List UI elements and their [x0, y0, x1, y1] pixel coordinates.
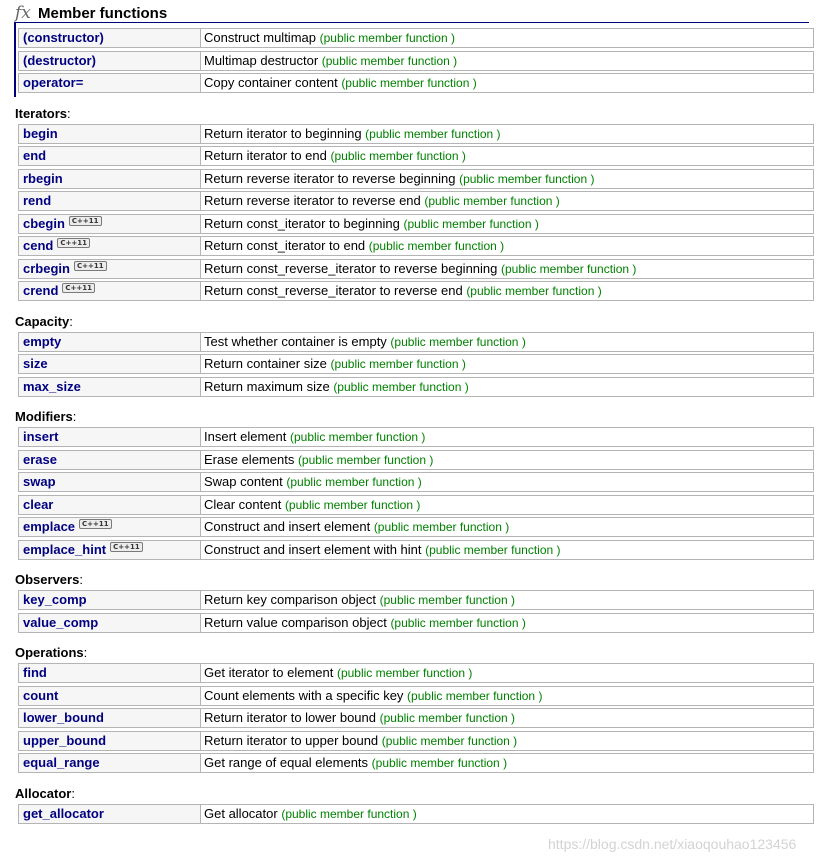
- member-description: [204, 733, 517, 749]
- description-text: Return value comparison object: [204, 614, 391, 630]
- member-kind: (public member function ): [379, 593, 515, 607]
- member-name-link[interactable]: [23, 261, 107, 277]
- member-name-cell: [19, 496, 201, 514]
- table-row: [18, 663, 814, 683]
- member-name-link[interactable]: [23, 171, 63, 187]
- group-title: Iterators:: [15, 105, 71, 121]
- member-name-text: crbegin: [23, 260, 70, 276]
- member-kind: (public member function ): [333, 379, 469, 394]
- table-row: [18, 51, 814, 71]
- description-text: Return iterator to lower bound: [204, 710, 380, 725]
- member-name-link[interactable]: [23, 542, 143, 558]
- table-row: [18, 73, 814, 93]
- cpp11-badge: C++11: [110, 542, 143, 552]
- member-description: [204, 429, 425, 445]
- member-description: [204, 356, 466, 372]
- member-name-cell: [19, 805, 201, 823]
- member-name-text: upper_bound: [23, 732, 107, 748]
- member-name-cell: [19, 282, 201, 300]
- description-text: Construct multimap: [204, 30, 320, 45]
- member-kind: (public member function ): [330, 357, 466, 371]
- member-description: [204, 710, 515, 726]
- description-text: Construct and insert element with hint: [204, 541, 426, 557]
- member-name-link[interactable]: [23, 75, 83, 91]
- member-name-link[interactable]: [23, 615, 98, 631]
- member-name-cell: [19, 125, 201, 143]
- table-row: [18, 590, 814, 610]
- table-row: [18, 753, 814, 773]
- member-name-cell: [19, 687, 201, 705]
- group-title: Operations:: [15, 645, 88, 660]
- member-kind: (public member function ): [407, 688, 543, 703]
- group-title-text: Operations: [15, 645, 84, 660]
- member-description: [204, 126, 501, 142]
- description-text: Return reverse iterator to reverse end: [204, 193, 425, 208]
- table-row: [18, 613, 814, 633]
- member-kind: (public member function ): [319, 31, 455, 45]
- member-name-text: (constructor): [23, 30, 104, 45]
- description-text: Return iterator to upper bound: [204, 732, 382, 748]
- member-description: [204, 592, 515, 608]
- member-description: [204, 171, 594, 187]
- cpp11-badge: C++11: [74, 261, 107, 271]
- member-description: [204, 688, 542, 704]
- member-description: [204, 519, 509, 535]
- member-name-link[interactable]: [23, 283, 95, 299]
- member-name-link[interactable]: [23, 806, 104, 822]
- member-description: [204, 53, 457, 69]
- member-description: [204, 474, 422, 490]
- description-text: Erase elements: [204, 451, 298, 467]
- member-description: [204, 755, 507, 771]
- member-kind: (public member function ): [381, 733, 518, 748]
- member-description: [204, 30, 455, 46]
- member-kind: (public member function ): [336, 666, 473, 680]
- description-text: Get allocator: [204, 805, 282, 821]
- member-kind: (public member function ): [330, 149, 466, 163]
- table-row: [18, 124, 814, 144]
- member-name-cell: [19, 451, 201, 469]
- member-name-text: cbegin: [23, 215, 65, 231]
- member-name-text: (destructor): [23, 52, 96, 68]
- member-name-cell: [19, 74, 201, 92]
- member-name-link[interactable]: [23, 710, 104, 726]
- member-name-cell: [19, 147, 201, 165]
- member-name-link[interactable]: [23, 452, 57, 468]
- group-title: Allocator:: [15, 785, 75, 801]
- member-name-text: emplace: [23, 519, 76, 534]
- member-name-link[interactable]: [23, 519, 112, 535]
- member-kind: (public member function ): [466, 284, 602, 298]
- member-name-cell: [19, 192, 201, 210]
- member-kind: (public member function ): [284, 497, 421, 512]
- table-row: [18, 259, 814, 279]
- member-name-link[interactable]: [23, 733, 106, 749]
- member-name-cell: [19, 260, 201, 278]
- member-name-link[interactable]: [23, 429, 58, 445]
- member-name-cell: [19, 378, 201, 396]
- member-description: [204, 334, 526, 350]
- member-kind: (public member function ): [341, 76, 477, 90]
- member-description: [204, 379, 469, 395]
- member-name-cell: [19, 664, 201, 682]
- member-name-cell: [19, 52, 201, 70]
- member-name-text: emplace_hint: [23, 541, 107, 557]
- member-kind: (public member function ): [281, 806, 417, 821]
- member-description: [204, 542, 561, 558]
- member-name-text: lower_bound: [23, 710, 104, 725]
- member-description: [204, 238, 504, 254]
- member-name-link[interactable]: [23, 148, 46, 164]
- member-name-text: rbegin: [23, 170, 63, 186]
- member-name-link[interactable]: [23, 688, 58, 704]
- table-row: [18, 472, 814, 492]
- member-name-link[interactable]: [23, 592, 87, 608]
- group-title: Capacity:: [15, 313, 73, 329]
- member-name-text: empty: [23, 333, 62, 349]
- member-name-link[interactable]: [23, 193, 51, 209]
- description-text: Get range of equal elements: [204, 755, 372, 770]
- member-kind: (public member function ): [424, 194, 560, 208]
- member-name-text: find: [23, 665, 47, 680]
- table-row: [18, 191, 814, 211]
- fx-icon: fx: [15, 3, 31, 23]
- member-description: [204, 497, 420, 513]
- member-name-cell: [19, 754, 201, 772]
- description-text: Clear content: [204, 496, 285, 512]
- member-name-text: crend: [23, 283, 59, 298]
- member-name-link[interactable]: [23, 238, 90, 254]
- member-name-cell: [19, 614, 201, 632]
- table-row: [18, 214, 814, 234]
- member-name-cell: [19, 215, 201, 233]
- member-name-text: operator=: [23, 75, 84, 90]
- member-name-link[interactable]: [23, 497, 53, 513]
- member-kind: (public member function ): [390, 615, 526, 630]
- member-name-cell: [19, 29, 201, 47]
- member-name-text: end: [23, 148, 47, 163]
- description-text: Return const_reverse_iterator to reverse end: [204, 283, 467, 298]
- member-kind: (public member function ): [390, 334, 526, 349]
- member-name-cell: [19, 355, 201, 373]
- member-kind: (public member function ): [321, 53, 458, 68]
- member-name-link[interactable]: [23, 665, 47, 681]
- group-title-text: Observers: [15, 572, 80, 587]
- table-row: [18, 28, 814, 48]
- member-description: [204, 283, 602, 299]
- member-name-link[interactable]: [23, 755, 100, 771]
- member-kind: (public member function ): [403, 216, 539, 231]
- member-description: [204, 806, 417, 822]
- cpp11-badge: C++11: [62, 283, 95, 293]
- member-kind: (public member function ): [501, 261, 637, 276]
- member-description: [204, 75, 477, 91]
- member-kind: (public member function ): [373, 520, 510, 534]
- member-name-text: max_size: [23, 378, 81, 394]
- member-kind: (public member function ): [368, 239, 505, 253]
- member-description: [204, 261, 636, 277]
- member-description: [204, 216, 539, 232]
- group-title: Observers:: [15, 572, 83, 587]
- member-name-cell: [19, 473, 201, 491]
- table-row: [18, 450, 814, 470]
- member-name-cell: [19, 518, 201, 536]
- member-description: [204, 452, 433, 468]
- member-name-text: count: [23, 687, 59, 703]
- member-description: [204, 148, 466, 164]
- member-name-link[interactable]: [23, 356, 48, 372]
- description-text: Return const_iterator to end: [204, 238, 369, 253]
- member-name-text: cend: [23, 238, 54, 253]
- group-title-text: Capacity: [15, 313, 70, 329]
- member-name-text: clear: [23, 496, 54, 512]
- description-text: Return const_iterator to beginning: [204, 215, 404, 231]
- group-title-text: Iterators: [15, 105, 68, 121]
- table-row: [18, 236, 814, 256]
- member-name-cell: [19, 170, 201, 188]
- member-name-text: insert: [23, 429, 59, 444]
- member-name-link[interactable]: [23, 126, 58, 142]
- description-text: Return container size: [204, 356, 331, 371]
- description-text: Return iterator to end: [204, 148, 331, 163]
- member-description: [204, 665, 472, 681]
- member-name-cell: [19, 428, 201, 446]
- description-text: Count elements with a specific key: [204, 687, 408, 703]
- description-text: Return reverse iterator to reverse beginning: [204, 170, 460, 186]
- table-row: [18, 540, 814, 560]
- member-name-link[interactable]: [23, 379, 81, 395]
- member-kind: (public member function ): [459, 171, 595, 186]
- member-name-text: swap: [23, 474, 56, 489]
- member-name-cell: [19, 333, 201, 351]
- member-name-text: begin: [23, 125, 58, 141]
- description-text: Construct and insert element: [204, 519, 374, 534]
- table-row: [18, 804, 814, 824]
- description-text: Multimap destructor: [204, 52, 322, 68]
- table-row: [18, 495, 814, 515]
- group-title-text: Modifiers: [15, 409, 73, 424]
- member-kind: (public member function ): [379, 711, 515, 725]
- member-name-link[interactable]: [23, 334, 61, 350]
- member-name-cell: [19, 732, 201, 750]
- table-row: [18, 708, 814, 728]
- table-row: [18, 427, 814, 447]
- table-row: [18, 377, 814, 397]
- description-text: Insert element: [204, 429, 290, 444]
- group-title-text: Allocator: [15, 785, 72, 801]
- member-name-text: get_allocator: [23, 805, 104, 821]
- watermark: https://blog.csdn.net/xiaoqouhao123456: [548, 836, 797, 852]
- description-text: Return const_reverse_iterator to reverse beginning: [204, 260, 501, 276]
- description-text: Test whether container is empty: [204, 333, 391, 349]
- section-header: [14, 4, 809, 23]
- member-kind: (public member function ): [290, 430, 426, 444]
- member-name-text: key_comp: [23, 592, 87, 607]
- member-kind: (public member function ): [365, 126, 501, 141]
- member-kind: (public member function ): [371, 756, 508, 770]
- member-name-link[interactable]: [23, 216, 102, 232]
- table-row: [18, 146, 814, 166]
- member-name-link[interactable]: [23, 53, 96, 69]
- table-row: [18, 686, 814, 706]
- table-row: [18, 731, 814, 751]
- intro-left-border: [14, 23, 16, 97]
- description-text: Swap content: [204, 474, 287, 489]
- member-name-text: erase: [23, 451, 57, 467]
- description-text: Get iterator to element: [204, 665, 337, 680]
- group-title: Modifiers:: [15, 409, 77, 424]
- member-name-text: value_comp: [23, 614, 99, 630]
- cpp11-badge: C++11: [57, 238, 90, 248]
- member-kind: (public member function ): [297, 452, 434, 467]
- member-name-cell: [19, 237, 201, 255]
- member-name-link[interactable]: [23, 30, 104, 46]
- cpp11-badge: C++11: [69, 216, 102, 226]
- cpp11-badge: C++11: [79, 519, 112, 529]
- member-name-text: equal_range: [23, 755, 100, 770]
- section-title: Member functions: [38, 5, 168, 22]
- member-kind: (public member function ): [425, 542, 561, 557]
- member-description: [204, 193, 560, 209]
- description-text: Return key comparison object: [204, 592, 380, 607]
- table-row: [18, 354, 814, 374]
- member-kind: (public member function ): [286, 475, 422, 489]
- table-row: [18, 281, 814, 301]
- member-name-text: rend: [23, 193, 52, 208]
- member-description: [204, 615, 526, 631]
- member-name-cell: [19, 709, 201, 727]
- table-row: [18, 332, 814, 352]
- description-text: Return maximum size: [204, 378, 334, 394]
- table-row: [18, 517, 814, 537]
- description-text: Return iterator to beginning: [204, 125, 366, 141]
- table-row: [18, 169, 814, 189]
- member-name-text: size: [23, 356, 48, 371]
- description-text: Copy container content: [204, 75, 342, 90]
- member-name-cell: [19, 541, 201, 559]
- member-name-link[interactable]: [23, 474, 56, 490]
- member-name-cell: [19, 591, 201, 609]
